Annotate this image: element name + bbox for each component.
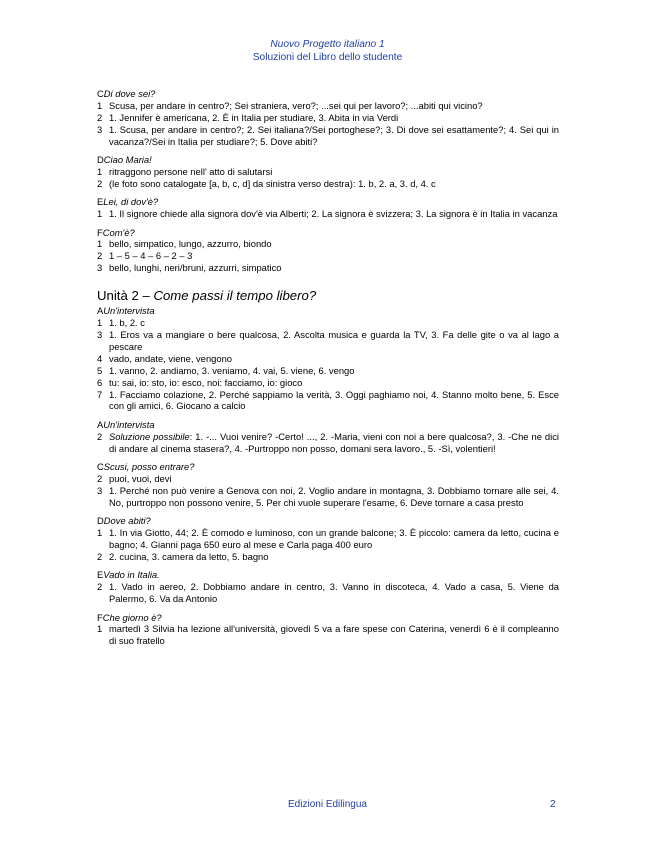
item-text: [109, 551, 559, 563]
exercise-section: [97, 419, 559, 455]
exercise-section: [97, 88, 559, 148]
section-name: Dove abiti?: [103, 515, 151, 527]
section-title: [97, 154, 559, 166]
page-number: 2: [550, 799, 556, 810]
answer-item: [97, 124, 559, 148]
item-answer: (le foto sono catalogate [a, b, c, d] da sinistra verso destra): 1. b, 2. a, 3. d, 4. c: [109, 177, 436, 189]
item-number: 2: [97, 472, 103, 484]
item-number: 2: [97, 430, 103, 442]
item-answer: 1. Vado in aereo, 2. Dobbiamo andare in centro, 3. Vanno in discoteca, 4. Vado a casa, 5. Viene da Palermo, 6. Va da Antonio: [109, 581, 559, 605]
answer-item: [97, 527, 559, 551]
item-text: [109, 329, 559, 353]
section-name: Un'intervista: [103, 418, 155, 430]
answer-item: [97, 329, 559, 353]
header-book-title: Nuovo Progetto italiano 1: [270, 39, 385, 50]
answer-item: [97, 166, 559, 178]
item-number: 2: [97, 111, 103, 123]
item-text: [109, 485, 559, 509]
item-answer: : 1. -... Vuoi venire? -Certo! ..., 2. -Maria, vieni con noi a bere qualcosa?, 3. -Che ne dici di andare al cinema stasera?, 4. -Purtroppo non posso, domani sera lavoro., 5. -Sì, volentieri!: [109, 430, 559, 454]
answer-item: [97, 100, 559, 112]
item-number: 1: [97, 623, 103, 635]
exercise-section: [97, 461, 559, 509]
item-number: 4: [97, 352, 103, 364]
item-text: [109, 166, 559, 178]
answer-item: [97, 431, 559, 455]
item-number: 1: [97, 238, 103, 250]
item-text: [109, 365, 559, 377]
section-title: [97, 515, 559, 527]
exercise-section: [97, 196, 559, 220]
item-text: [109, 431, 559, 455]
unit-heading: [97, 288, 559, 304]
answer-item: [97, 353, 559, 365]
section-title: [97, 88, 559, 100]
item-number: 3: [97, 123, 103, 135]
section-letter: D: [97, 154, 104, 166]
answer-item: [97, 389, 559, 413]
item-answer: bello, lunghi, neri/bruni, azzurri, simpatico: [109, 262, 282, 274]
item-number: 3: [97, 484, 103, 496]
exercise-section: [97, 305, 559, 412]
unit-title: Come passi il tempo libero?: [153, 288, 317, 304]
item-text: [109, 623, 559, 647]
exercise-section: [97, 612, 559, 648]
item-answer: bello, simpatico, lungo, azzurro, biondo: [109, 238, 272, 250]
footer-publisher: Edizioni Edilingua: [288, 799, 367, 810]
section-letter: A: [97, 305, 104, 317]
item-answer: 1. Perché non può venire a Genova con noi, 2. Voglio andare in montagna, 3. Dobbiamo tornare alle sei, 4. No, purtroppo non possono venire, 5. Per chi vuole superare l'esame, 6. Deve tornare a casa presto: [109, 484, 559, 508]
section-name: Com'è?: [102, 226, 135, 238]
item-text: [109, 353, 559, 365]
unit-prefix: Unità 2 –: [97, 288, 154, 304]
section-letter: E: [97, 196, 104, 208]
item-answer: 1. Il signore chiede alla signora dov'è via Alberti; 2. La signora è svizzera; 3. La signora è in Italia in vacanza: [109, 208, 558, 220]
item-number: 7: [97, 388, 103, 400]
answer-item: [97, 581, 559, 605]
section-name: Scusi, posso entrare?: [103, 461, 195, 473]
answer-item: [97, 178, 559, 190]
unit-2-sections: [97, 305, 559, 647]
item-text: [109, 262, 559, 274]
section-name: Ciao Maria!: [103, 154, 152, 166]
item-answer: 1. Eros va a mangiare o bere qualcosa, 2. Ascolta musica e guarda la TV, 3. Fa delle gite o va al lago a pescare: [109, 329, 559, 352]
answer-item: [97, 473, 559, 485]
section-title: [97, 461, 559, 473]
answer-item: [97, 208, 559, 220]
section-letter: F: [97, 226, 103, 238]
section-title: [97, 227, 559, 239]
item-number: 3: [97, 329, 103, 340]
item-number: 2: [97, 550, 103, 562]
section-letter: C: [97, 88, 104, 99]
item-number: 2: [97, 581, 103, 593]
item-number: 2: [97, 177, 103, 189]
answer-item: [97, 623, 559, 647]
item-text: [109, 389, 559, 413]
item-answer: 1 – 5 – 4 – 6 – 2 – 3: [109, 250, 193, 262]
item-answer: 1. b, 2. c: [109, 317, 145, 329]
item-answer: Scusa, per andare in centro?; Sei straniera, vero?; ...sei qui per lavoro?; ...abiti qui vicino?: [109, 99, 483, 111]
section-name: Vado in Italia.: [103, 569, 160, 581]
answer-item: [97, 377, 559, 389]
item-number: 5: [97, 364, 103, 376]
item-number: 3: [97, 262, 103, 274]
item-text: [109, 250, 559, 262]
answer-item: [97, 250, 559, 262]
exercise-section: [97, 569, 559, 605]
section-letter: A: [97, 418, 104, 430]
exercise-section: [97, 227, 559, 275]
item-text: [109, 377, 559, 389]
answer-item: [97, 238, 559, 250]
section-title: [97, 569, 559, 581]
answer-item: [97, 551, 559, 563]
section-title: [97, 419, 559, 431]
exercise-section: [97, 515, 559, 563]
section-title: [97, 196, 559, 208]
section-name: Un'intervista: [103, 305, 155, 317]
item-answer: tu: sai, io: sto, io: esco, noi: facciamo, io: gioco: [109, 376, 303, 388]
item-text: [109, 100, 559, 112]
item-number: 1: [97, 208, 103, 220]
item-answer: puoi, vuoi, devi: [109, 472, 172, 484]
item-answer: 1. Jennifer è americana, 2. È in Italia per studiare, 3. Abita in via Verdi: [109, 111, 399, 123]
document-body: [97, 88, 559, 654]
item-answer: 2. cucina, 3. camera da letto, 5. bagno: [109, 550, 269, 562]
item-text: [109, 473, 559, 485]
item-answer: vado, andate, viene, vengono: [109, 352, 233, 364]
answer-item: [97, 317, 559, 329]
section-letter: D: [97, 515, 104, 527]
section-letter: F: [97, 611, 103, 623]
item-number: 2: [97, 250, 103, 262]
section-letter: E: [97, 569, 104, 581]
section-name: Che giorno è?: [102, 611, 162, 623]
answer-item: [97, 262, 559, 274]
item-answer: 1. In via Giotto, 44; 2. È comodo e luminoso, con un grande balcone; 3. È piccolo: camera da letto, cucina e bagno; 4. Gianni paga 650 euro al mese e Carla paga 400 euro: [109, 527, 559, 550]
item-text: [109, 581, 559, 605]
item-number: 1: [97, 99, 103, 111]
item-answer: 1. vanno, 2. andiamo, 3. veniamo, 4. vai, 5. viene, 6. vengo: [109, 364, 355, 376]
item-text: [109, 178, 559, 190]
item-answer: 1. Facciamo colazione, 2. Perché sappiamo la verità, 3. Oggi paghiamo noi, 4. Stanno molto bene, 5. Esce con gli amici, 6. Giocano a calcio: [109, 388, 559, 412]
section-letter: C: [97, 461, 104, 473]
section-title: [97, 305, 559, 317]
item-lead: Soluzione possibile: [109, 430, 190, 442]
item-text: [109, 124, 559, 148]
item-number: 1: [97, 317, 103, 329]
section-name: Di dove sei?: [103, 88, 156, 99]
item-text: [109, 112, 559, 124]
section-name: Lei, di dov'è?: [103, 196, 159, 208]
item-text: [109, 208, 559, 220]
item-answer: ritraggono persone nell’ atto di salutarsi: [109, 165, 273, 177]
answer-item: [97, 365, 559, 377]
item-number: 6: [97, 376, 103, 388]
answer-item: [97, 112, 559, 124]
page-header: [0, 38, 655, 64]
item-text: [109, 317, 559, 329]
section-title: [97, 612, 559, 624]
item-number: 1: [97, 165, 103, 177]
unit-1-sections: [97, 88, 559, 274]
item-number: 1: [97, 527, 103, 539]
header-subtitle: Soluzioni del Libro dello studente: [252, 52, 403, 63]
item-answer: 1. Scusa, per andare in centro?; 2. Sei italiana?/Sei portoghese?; 3. Di dove sei esattamente?; 4. Sei qui in vacanza?/Sei in Italia per studiare?; 5. Dove abiti?: [109, 123, 559, 147]
answer-item: [97, 485, 559, 509]
exercise-section: [97, 154, 559, 190]
item-answer: martedì 3 Silvia ha lezione all'università, giovedì 5 va a fare spese con Caterina, venerdì 6 è il compleanno di suo fratello: [109, 623, 559, 647]
item-text: [109, 527, 559, 551]
item-text: [109, 238, 559, 250]
